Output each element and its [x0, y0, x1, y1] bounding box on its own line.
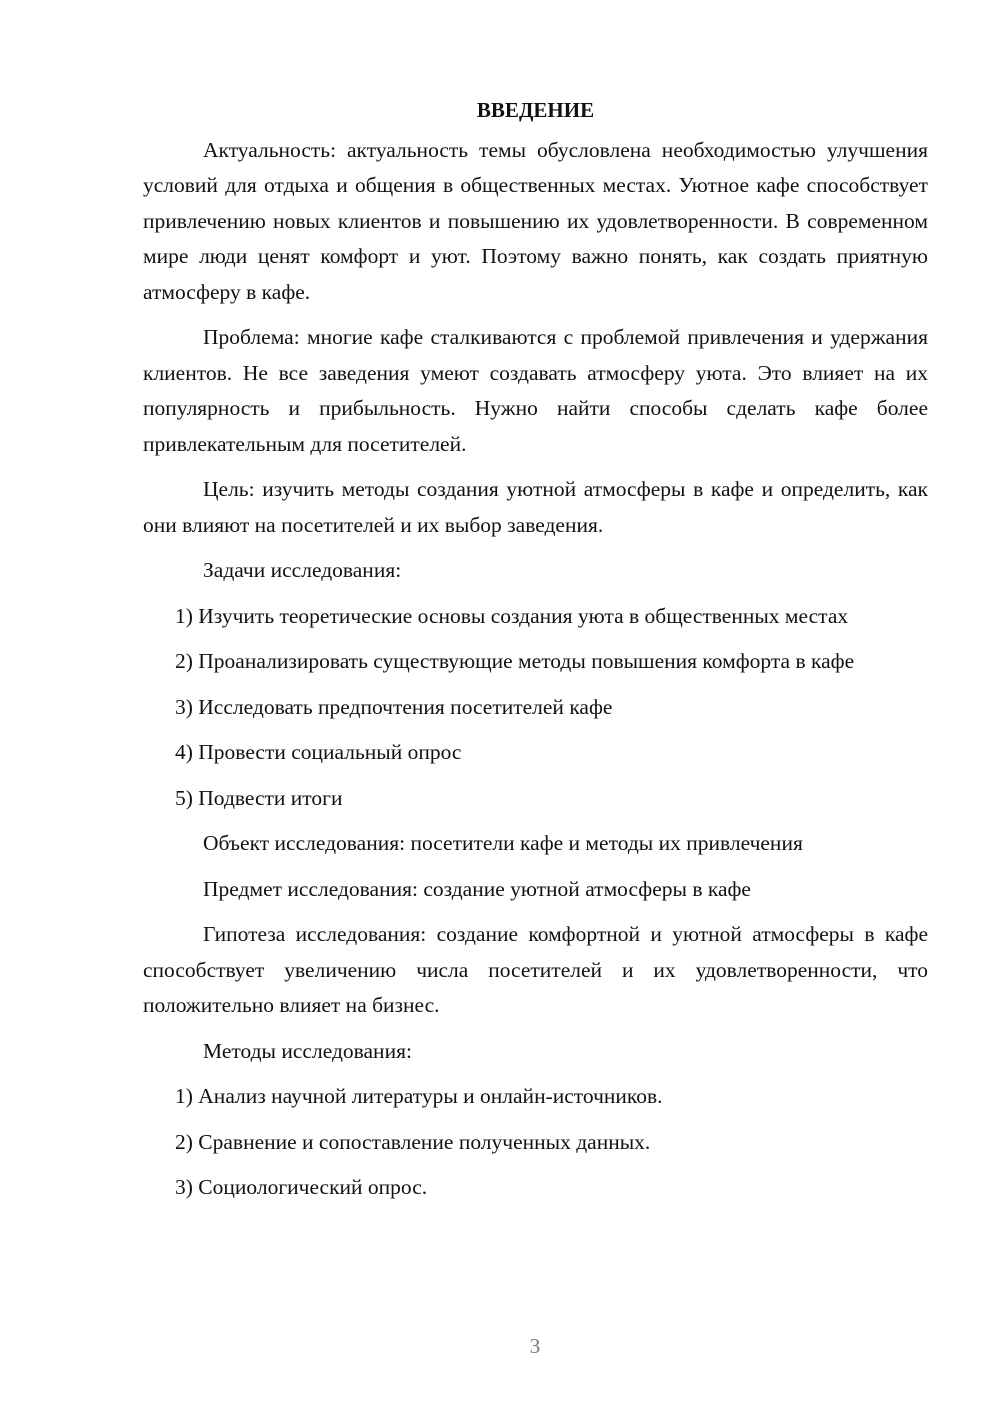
method-item: 1) Анализ научной литературы и онлайн-источников.: [175, 1084, 663, 1108]
object-paragraph: Объект исследования: посетители кафе и методы их привлечения: [203, 831, 803, 855]
task-item: 1) Изучить теоретические основы создания уюта в общественных местах: [175, 603, 849, 628]
goal-paragraph: Цель: изучить методы создания уютной атмосферы в кафе и определить, как они влияют на посетителей и их выбор заведения.: [143, 477, 928, 537]
page-number: 3: [529, 1334, 541, 1358]
tasks-label: Задачи исследования:: [203, 558, 402, 582]
task-item: 4) Провести социальный опрос: [175, 740, 462, 764]
task-item: 3) Исследовать предпочтения посетителей кафе: [175, 694, 613, 719]
methods-label: Методы исследования:: [203, 1038, 412, 1063]
method-item: 2) Сравнение и сопоставление полученных данных.: [175, 1129, 651, 1154]
page-content: [143, 93, 928, 1216]
task-item: 5) Подвести итоги: [175, 785, 343, 810]
task-item: 2) Проанализировать существующие методы повышения комфорта в кафе: [175, 649, 855, 673]
methods-list: [143, 1079, 928, 1206]
relevance-paragraph: Актуальность: актуальность темы обусловлена необходимостью улучшения условий для отдыха и общения в общественных местах. Уютное кафе способствует привлечению новых клиентов и повышению их удовлетворенности. В современном мире люди ценят комфорт и уют. Поэтому важно понять, как создать приятную атмосферу в кафе.: [143, 137, 928, 304]
method-item: 3) Социологический опрос.: [175, 1175, 428, 1199]
problem-paragraph: Проблема: многие кафе сталкиваются с проблемой привлечения и удержания клиентов. Не все заведения умеют создавать атмосферу уюта. Это влияет на их популярность и прибыльность. Нужно найти способы сделать кафе более привлекательным для посетителей.: [143, 325, 928, 456]
subject-paragraph: Предмет исследования: создание уютной атмосферы в кафе: [203, 876, 751, 901]
tasks-list: [143, 599, 928, 817]
hypothesis-paragraph: Гипотеза исследования: создание комфортной и уютной атмосферы в кафе способствует увеличению числа посетителей и их удовлетворенности, что положительно влияет на бизнес.: [143, 922, 928, 1017]
page-heading: ВВЕДЕНИЕ: [476, 98, 595, 122]
